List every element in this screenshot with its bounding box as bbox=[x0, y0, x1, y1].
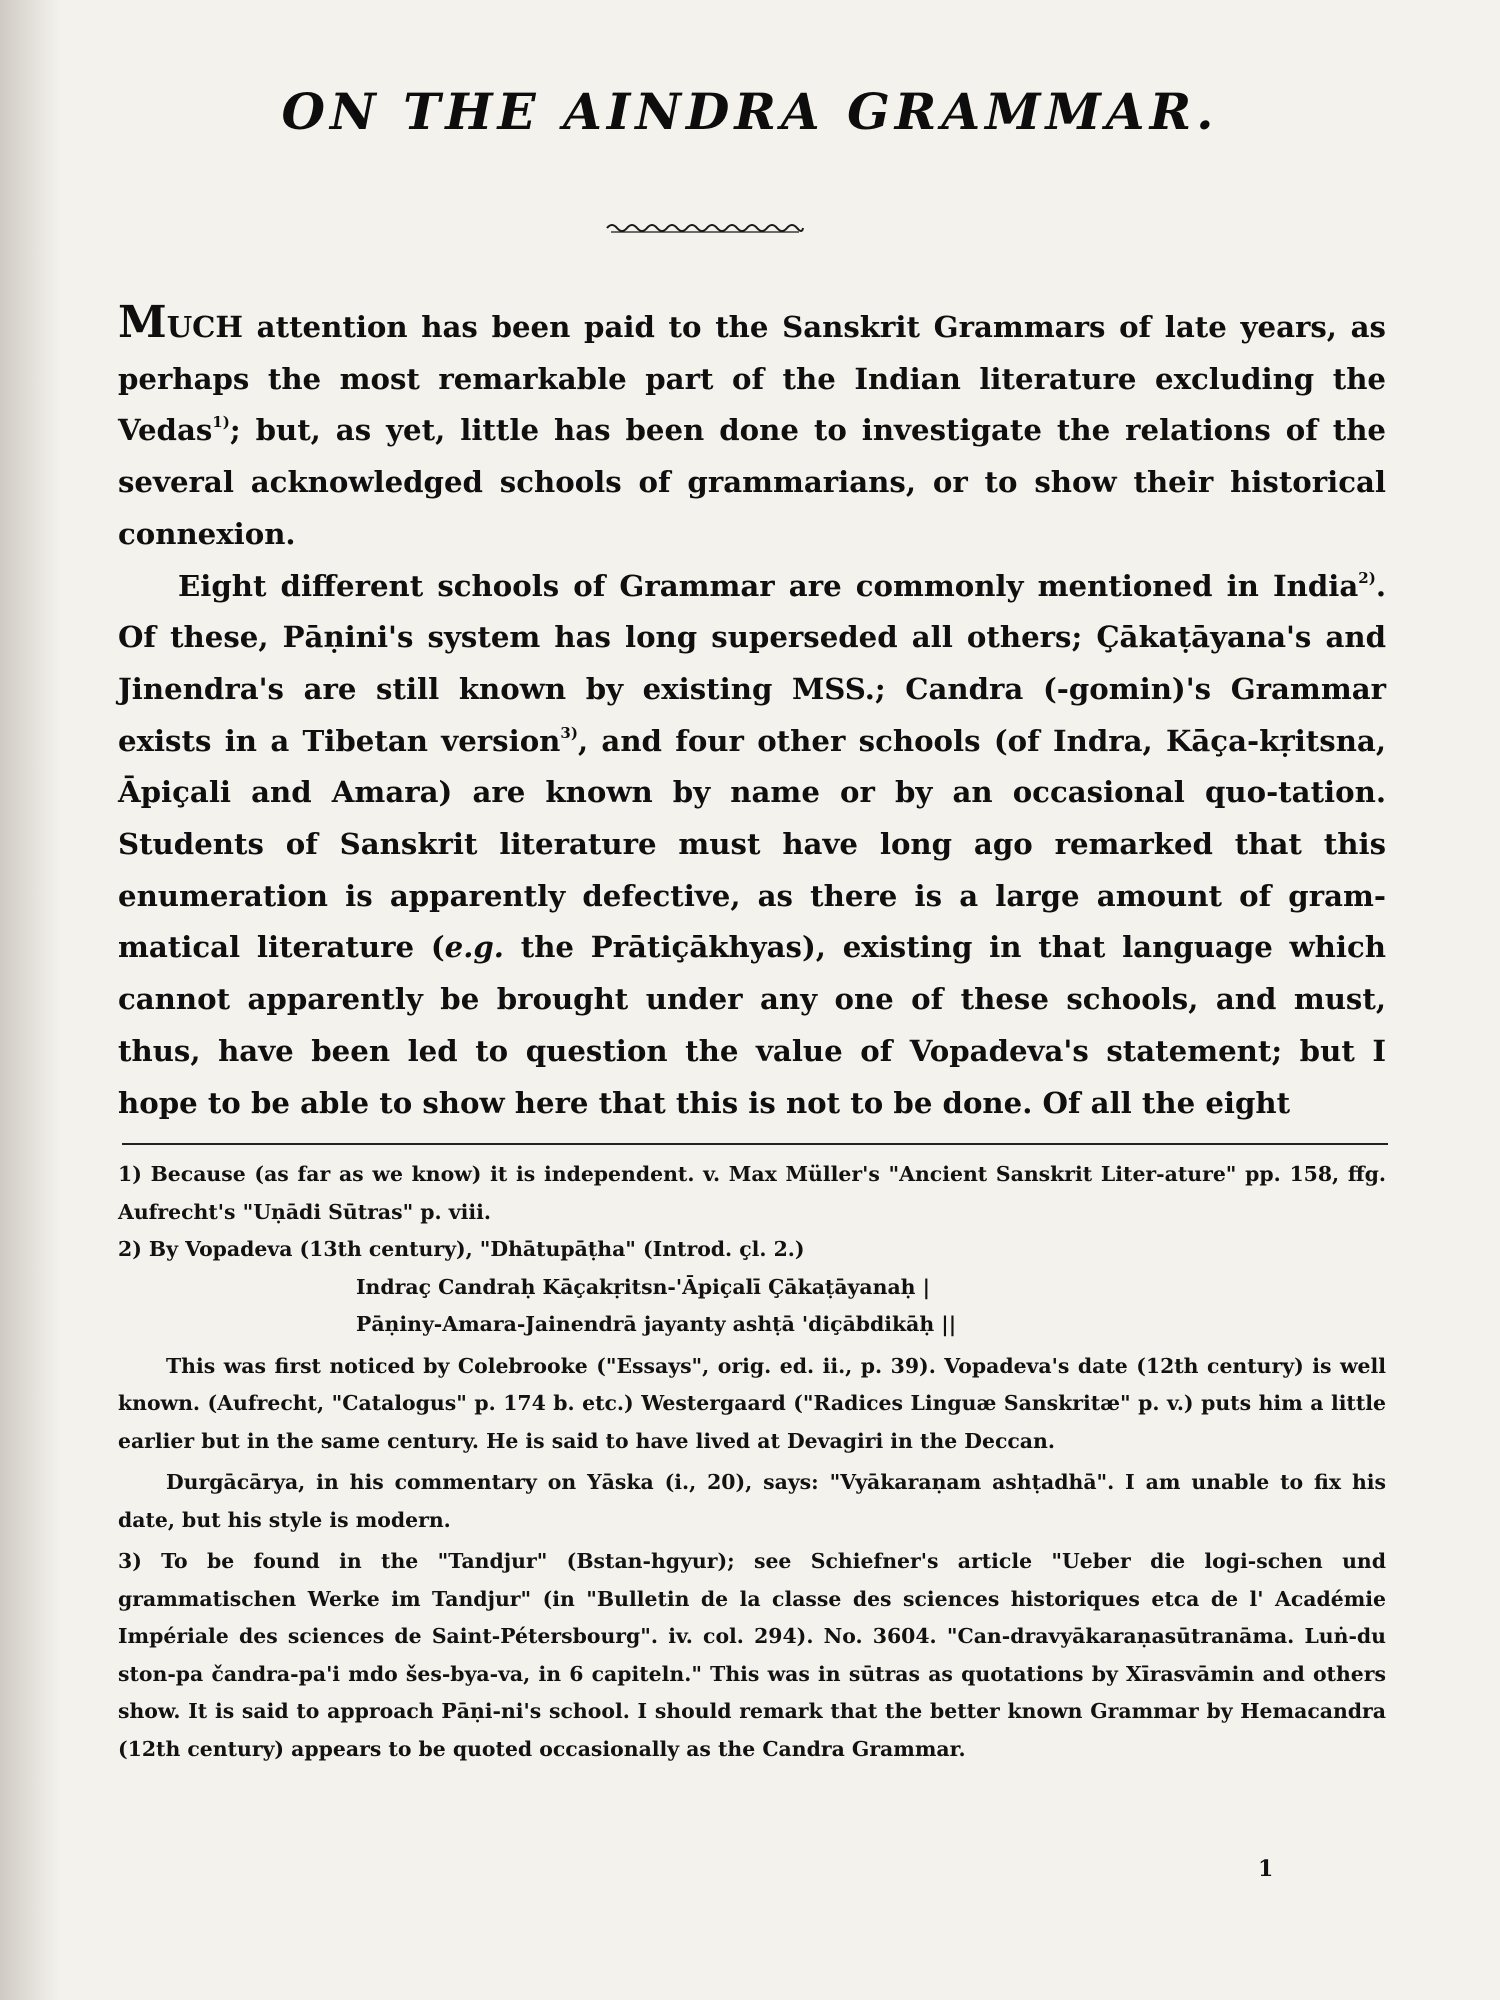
verse-line-1: Indraç Candraḥ Kāçakṛitsn-'Āpiçalī Çākaṭāyanaḥ | bbox=[356, 1274, 930, 1299]
verse-line-2: Pāṇiny-Amara-Jainendrā jayanty ashṭā 'diçābdikāḥ || bbox=[356, 1312, 957, 1336]
title-ornament-rule bbox=[605, 218, 805, 238]
footnote-2-note-1: This was first noticed by Colebrooke ("Essays", orig. ed. ii., p. 39). Vopadeva's date (12th century) is well known. (Aufrecht, "Catalogus" p. 174 b. etc.) Westergaard ("Radices Linguæ Sanskritæ" p. v.) puts him a little earlier but in the same century. He is said to have lived at Devagiri in the Deccan. bbox=[118, 1353, 1386, 1453]
paragraph-2-text-a: Eight different schools of Grammar are commonly mentioned in India bbox=[178, 568, 1359, 603]
small-caps-word: UCH bbox=[166, 310, 243, 344]
footnote-1: 1) Because (as far as we know) it is independent. v. Max Müller's "Ancient Sanskrit Liter-ature" pp. 158, ffg. Aufrecht's "Uṇādi Sūtras" p. viii. bbox=[118, 1162, 1386, 1224]
footnote-2: 2) By Vopadeva (13th century), "Dhātupāṭha" (Introd. çl. 2.) bbox=[118, 1237, 805, 1261]
eg-italic: e.g. bbox=[444, 930, 504, 965]
paragraph-2-text-b: . Of these, Pāṇini's system has long superseded all others; Çākaṭāyana's and Jinendra's are still known by existing MSS.; Candra (-gomin)'s Grammar exists in a Tibetan version bbox=[118, 568, 1386, 758]
paragraph-1-text-a: attention has been paid to the Sanskrit Grammars of late years, as perhaps the most remarkable part of the Indian literature excluding the Vedas bbox=[118, 310, 1386, 448]
paragraph-2-text-c: , and four other schools (of Indra, Kāça-kṛitsna, Āpiçali and Amara) are known by name or by an occasional quo-tation. Students of Sanskrit literature must have long ago remarked that this enumeration is apparently defective, as there is a large amount of gram-matical literature ( bbox=[118, 723, 1387, 965]
page-title: ON THE AINDRA GRAMMAR. bbox=[281, 82, 1219, 141]
paragraph-1-text-b: ; but, as yet, little has been done to investigate the relations of the several acknowledged schools of grammarians, or to show their historical connexion. bbox=[118, 413, 1386, 551]
page-gutter-shadow bbox=[0, 0, 60, 2000]
page-number: 1 bbox=[1258, 1856, 1274, 1882]
footnote-ref-2: 2) bbox=[1358, 568, 1376, 587]
paragraph-2 bbox=[118, 561, 1386, 1130]
main-text bbox=[118, 297, 1387, 1129]
footnote-ref-3: 3) bbox=[560, 723, 578, 742]
footnotes bbox=[118, 1156, 1386, 1768]
paragraph-1 bbox=[118, 297, 1386, 561]
drop-cap: M bbox=[118, 297, 167, 348]
footnote-3: 3) To be found in the "Tandjur" (Bstan-hgyur); see Schiefner's article "Ueber die logi-schen und grammatischen Werke im Tandjur" (in "Bulletin de la classe des sciences historiques etca de l' Académie Impériale des sciences de Saint-Pétersbourg". iv. col. 294). No. 3604. "Can-dravyākaraṇasūtranāma. Luṅ-du ston-pa čandra-pa'i mdo šes-bya-va, in 6 capiteln." This was in sūtras as quotations by Xīrasvāmin and others show. It is said to approach Pāṇi-ni's school. I should remark that the better known Grammar by Hemacandra (12th century) appears to be quoted occasionally as the Candra Grammar. bbox=[118, 1549, 1386, 1761]
paragraph-2-text-d: the Prātiçākhyas), existing in that language which cannot apparently be brought under any one of these schools, and must, thus, have been led to question the value of Vopadeva's statement; but I hope to be able to show here that this is not to be done. Of all the eight bbox=[118, 930, 1386, 1120]
footnote-2-note-2: Durgācārya, in his commentary on Yāska (i., 20), says: "Vyākaraṇam ashṭadhā". I am unable to fix his date, but his style is modern. bbox=[118, 1470, 1386, 1532]
footnote-ref-1: 1) bbox=[212, 413, 230, 432]
bleed-through-texture bbox=[130, 0, 1460, 330]
footnote-divider bbox=[122, 1143, 1388, 1145]
